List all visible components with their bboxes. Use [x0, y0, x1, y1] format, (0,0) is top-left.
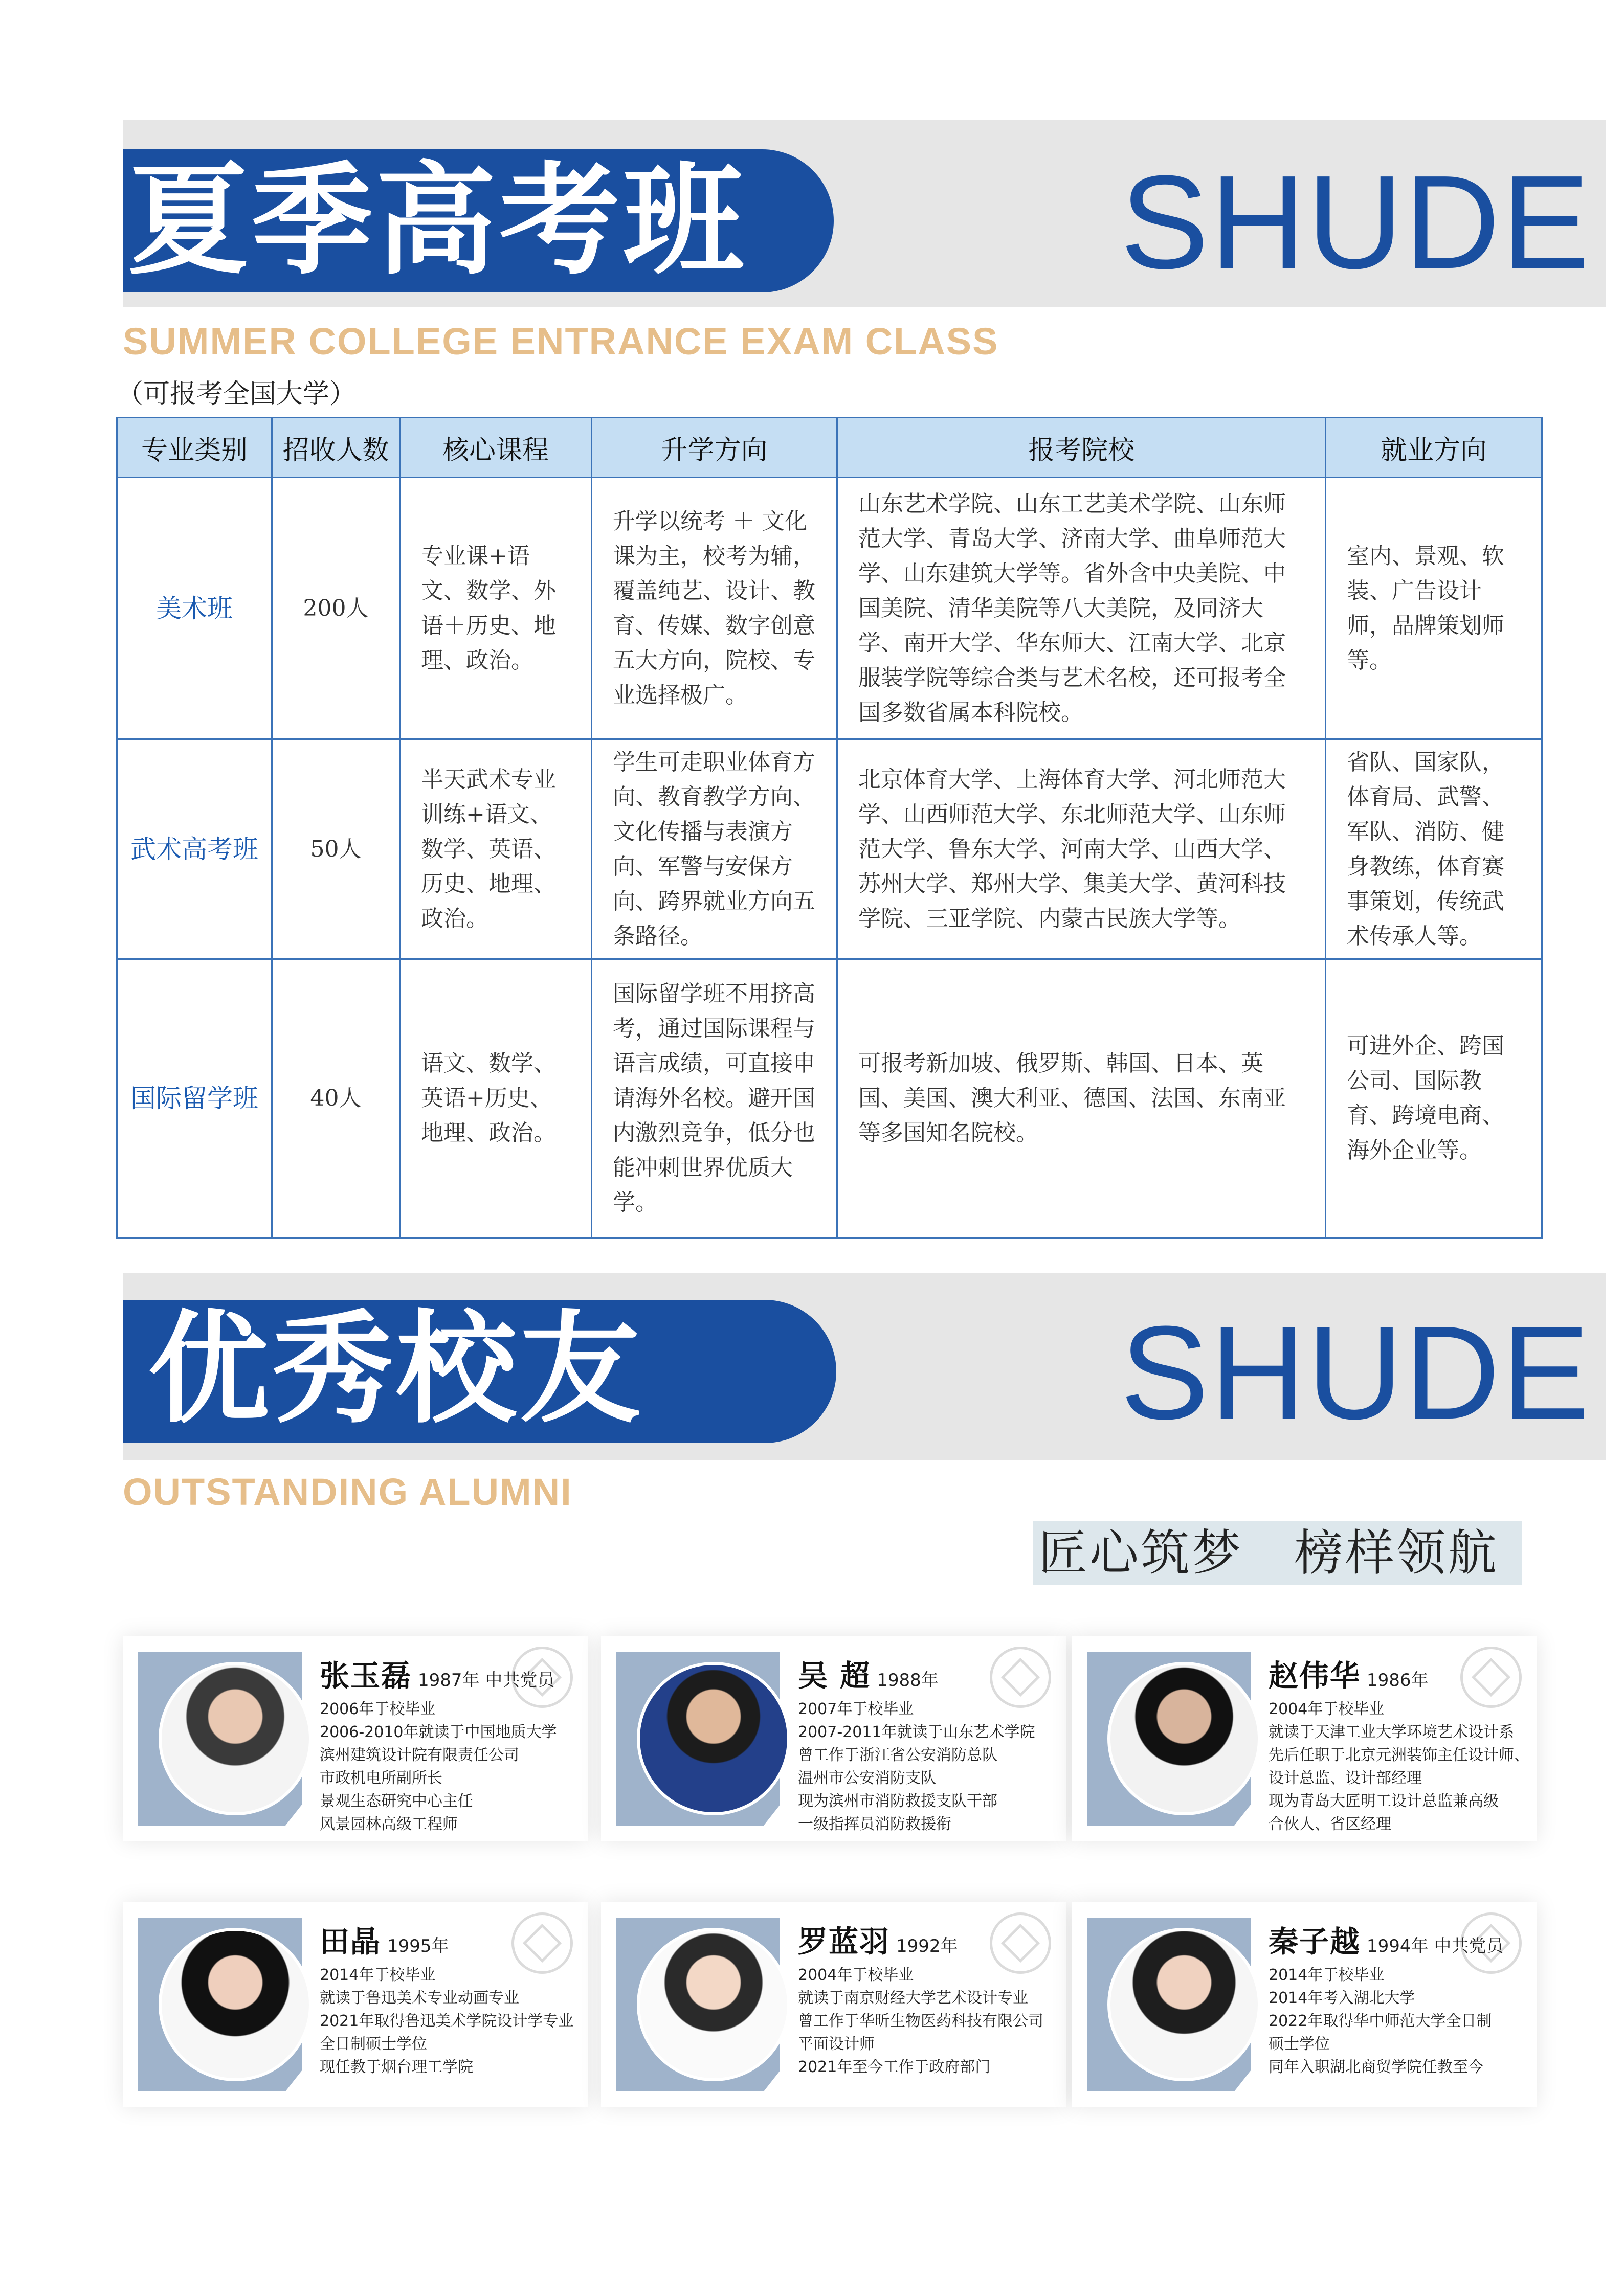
avatar	[159, 1928, 312, 2081]
bio-line: 风景园林高级工程师	[320, 1815, 458, 1833]
alumni-card	[601, 1636, 1066, 1841]
bio-line: 硕士学位	[1269, 2035, 1330, 2053]
bio-line: 2004年于校毕业	[1269, 1700, 1385, 1718]
count-cell: 50人	[272, 739, 400, 959]
bio-line: 设计总监、设计部经理	[1269, 1769, 1422, 1787]
brand-logo-text: SHUDE	[1120, 148, 1591, 297]
bio-line: 2006年于校毕业	[320, 1700, 436, 1718]
alumni-bio	[798, 1964, 1064, 2079]
title-pill-1	[123, 149, 834, 292]
bio-line: 2014年考入湖北大学	[1269, 1989, 1415, 2007]
bio-line: 温州市公安消防支队	[798, 1769, 936, 1787]
direction-cell: 升学以统考 ＋ 文化课为主，校考为辅，覆盖纯艺、设计、教育、传媒、数字创意五大方向，院校、专业选择极广。	[592, 478, 837, 739]
bio-line: 2014年于校毕业	[320, 1966, 436, 1984]
direction-cell: 国际留学班不用挤高考，通过国际课程与语言成绩，可直接申请海外名校。避开国内激烈竞争，低分也能冲刺世界优质大学。	[592, 959, 837, 1238]
count-cell: 40人	[272, 959, 400, 1238]
direction-cell: 学生可走职业体育方向、教育教学方向、文化传播与表演方向、军警与安保方向、跨界就业方向五条路径。	[592, 739, 837, 959]
brand-logo-text: SHUDE	[1120, 1299, 1591, 1447]
jobs-cell: 省队、国家队，体育局、武警、军队、消防、健身教练，体育赛事策划，传统武术传承人等。	[1326, 739, 1542, 959]
category-cell: 国际留学班	[117, 959, 272, 1238]
bio-line: 2004年于校毕业	[798, 1966, 914, 1984]
jobs-cell: 可进外企、跨国公司、国际教育、跨境电商、海外企业等。	[1326, 959, 1542, 1238]
courses-cell: 语文、数学、英语+历史、地理、政治。	[400, 959, 592, 1238]
bio-line: 就读于鲁迅美术专业动画专业	[320, 1989, 519, 2007]
alumni-card	[123, 1636, 588, 1841]
avatar	[637, 1928, 790, 2081]
alumni-year: 1994年 中共党员	[1367, 1936, 1504, 1956]
column-header: 就业方向	[1326, 418, 1542, 478]
category-cell: 美术班	[117, 478, 272, 739]
bio-line: 先后任职于北京元洲装饰主任设计师、	[1269, 1746, 1529, 1764]
alumni-name: 秦子越	[1269, 1924, 1361, 1959]
column-header: 升学方向	[592, 418, 837, 478]
title-pill-2	[123, 1300, 836, 1443]
alumni-name: 张玉磊	[320, 1658, 412, 1693]
bio-line: 市政机电所副所长	[320, 1769, 442, 1787]
bio-line: 景观生态研究中心主任	[320, 1792, 473, 1810]
motto-banner: 匠心筑梦 榜样领航	[1033, 1521, 1522, 1585]
bio-line: 一级指挥员消防救援衔	[798, 1815, 951, 1833]
bio-line: 现为滨州市消防救援支队干部	[798, 1792, 997, 1810]
section-subtitle-en: OUTSTANDING ALUMNI	[123, 1471, 572, 1513]
bio-line: 曾工作于浙江省公安消防总队	[798, 1746, 997, 1764]
alumni-bio	[1269, 1698, 1534, 1836]
bio-line: 滨州建筑设计院有限责任公司	[320, 1746, 519, 1764]
avatar	[1107, 1928, 1261, 2081]
alumni-year: 1995年	[387, 1936, 449, 1956]
avatar	[159, 1662, 312, 1815]
table-row	[117, 739, 1542, 959]
alumni-year: 1986年	[1367, 1670, 1429, 1691]
table-row	[117, 478, 1542, 739]
column-header: 报考院校	[837, 418, 1326, 478]
alumni-card	[123, 1902, 588, 2107]
alumni-bio	[320, 1698, 586, 1836]
schools-cell: 可报考新加坡、俄罗斯、韩国、日本、英国、美国、澳大利亚、德国、法国、东南亚等多国知名院校。	[837, 959, 1326, 1238]
alumni-year: 1987年 中共党员	[418, 1670, 555, 1691]
alumni-card	[601, 1902, 1066, 2107]
alumni-name: 赵伟华	[1269, 1658, 1361, 1693]
bio-line: 2021年取得鲁迅美术学院设计学专业	[320, 2012, 574, 2030]
alumni-card	[1072, 1902, 1537, 2107]
bio-line: 现任教于烟台理工学院	[320, 2058, 473, 2076]
bio-line: 现为青岛大匠明工设计总监兼高级	[1269, 1792, 1499, 1810]
courses-cell: 半天武术专业训练+语文、数学、英语、历史、地理、政治。	[400, 739, 592, 959]
alumni-bio	[798, 1698, 1064, 1836]
alumni-name: 吴 超	[798, 1658, 871, 1693]
avatar	[637, 1662, 790, 1815]
bio-line: 合伙人、省区经理	[1269, 1815, 1391, 1833]
section-title: 优秀校友	[148, 1299, 644, 1439]
category-cell: 武术高考班	[117, 739, 272, 959]
count-cell: 200人	[272, 478, 400, 739]
courses-cell: 专业课+语文、数学、外语＋历史、地理、政治。	[400, 478, 592, 739]
bio-line: 同年入职湖北商贸学院任教至今	[1269, 2058, 1483, 2076]
alumni-card	[1072, 1636, 1537, 1841]
bio-line: 曾工作于华昕生物医药科技有限公司	[798, 2012, 1043, 2030]
schools-cell: 北京体育大学、上海体育大学、河北师范大学、山西师范大学、东北师范大学、山东师范大学、鲁东大学、河南大学、山西大学、苏州大学、郑州大学、集美大学、黄河科技学院、三亚学院、内蒙古民族大学等。	[837, 739, 1326, 959]
table-header-row	[117, 418, 1542, 478]
column-header: 核心课程	[400, 418, 592, 478]
bio-line: 2007-2011年就读于山东艺术学院	[798, 1723, 1035, 1741]
bio-line: 就读于南京财经大学艺术设计专业	[798, 1989, 1028, 2007]
column-header: 专业类别	[117, 418, 272, 478]
bio-line: 平面设计师	[798, 2035, 875, 2053]
bio-line: 2021年至今工作于政府部门	[798, 2058, 991, 2076]
section-title: 夏季高考班	[128, 150, 747, 291]
jobs-cell: 室内、景观、软装、广告设计师，品牌策划师等。	[1326, 478, 1542, 739]
table-row	[117, 959, 1542, 1238]
alumni-bio	[320, 1964, 586, 2079]
program-table	[116, 417, 1543, 1239]
section-subtitle-en: SUMMER COLLEGE ENTRANCE EXAM CLASS	[123, 320, 999, 363]
bio-line: 就读于天津工业大学环境艺术设计系	[1269, 1723, 1514, 1741]
avatar	[1107, 1662, 1261, 1815]
alumni-name: 罗蓝羽	[798, 1924, 891, 1959]
alumni-bio	[1269, 1964, 1534, 2079]
bio-line: 全日制硕士学位	[320, 2035, 427, 2053]
bio-line: 2014年于校毕业	[1269, 1966, 1385, 1984]
bio-line: 2007年于校毕业	[798, 1700, 914, 1718]
alumni-year: 1992年	[896, 1936, 958, 1956]
bio-line: 2006-2010年就读于中国地质大学	[320, 1723, 557, 1741]
note-text: （可报考全国大学）	[117, 379, 357, 410]
alumni-name: 田晶	[320, 1924, 382, 1959]
schools-cell: 山东艺术学院、山东工艺美术学院、山东师范大学、青岛大学、济南大学、曲阜师范大学、山东建筑大学等。省外含中央美院、中国美院、清华美院等八大美院，及同济大学、南开大学、华东师大、江南大学、北京服装学院等综合类与艺术名校，还可报考全国多数省属本科院校。	[837, 478, 1326, 739]
alumni-year: 1988年	[877, 1670, 939, 1691]
column-header: 招收人数	[272, 418, 400, 478]
bio-line: 2022年取得华中师范大学全日制	[1269, 2012, 1492, 2030]
